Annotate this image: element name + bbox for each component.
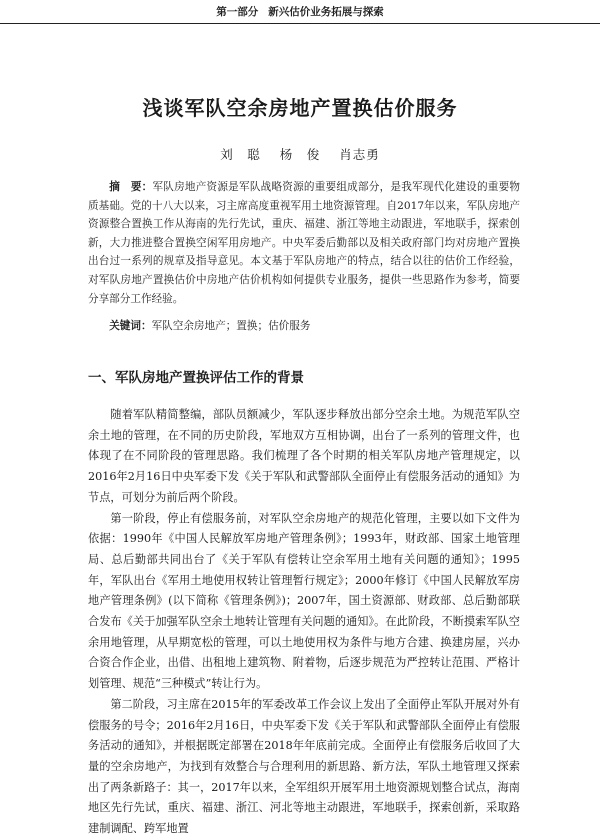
author-name: 肖志勇: [339, 147, 380, 162]
author-list: [0, 145, 600, 163]
abstract: [88, 178, 520, 308]
abstract-label: 摘 要：: [109, 181, 153, 193]
header-section-title: 新兴估价业务拓展与探索: [268, 5, 384, 18]
running-header: [0, 0, 600, 22]
author-name: 刘 聪: [220, 147, 261, 162]
abstract-text: 军队房地产资源是军队战略资源的重要组成部分，是我军现代化建设的重要物质基础。党的十八大以来，习主席高度重视军用土地资源管理。自2017年以来，军队房地产资源整合置换工作从海南的先行先试，重庆、福建、浙江等地主动跟进，军地联手，探索创新，大力推进整合置换空闲军用房地产。中央军委后勤部以及相关政府部门均对房地产置换出台过一系列的规章及指导意见。本文基于军队房地产的特点，结合以往的估价工作经验，对军队房地产置换估价中房地产估价机构如何提供专业服务，提供一些思路作为参考，简要分享部分工作经验。: [88, 181, 521, 305]
keywords: [88, 317, 520, 336]
keywords-label: 关键词：: [109, 320, 152, 332]
header-divider: [0, 23, 600, 24]
article-title: 浅谈军队空余房地产置换估价服务: [142, 96, 458, 120]
header-part-label: 第一部分: [216, 5, 259, 18]
author-name: 杨 俊: [279, 147, 321, 162]
body-text: [88, 405, 520, 840]
keywords-text: 军队空余房地产；置换；估价服务: [151, 320, 311, 332]
paragraph: 第二阶段，习主席在2015年的军委改革工作会议上发出了全面停止军队开展对外有偿服务的号令；2016年2月16日，中央军委下发《关于军队和武警部队全面停止有偿服务活动的通知》，并根据既定部署在2018年年底前完成。全面停止有偿服务后收回了大量的空余房地产，为找到有效整合与合理利用的新思路、新方法，军队土地管理又探索出了两条新路子：其一，2017年以来，全军组织开展军用土地资源规划整合试点，海南地区先行先试，重庆、福建、浙江、河北等地主动跟进，军地联手，探索创新，采取路建制调配、跨军地置: [88, 697, 520, 836]
paragraph: 第一阶段，停止有偿服务前，对军队空余房地产的规范化管理，主要以如下文件为依据：1990年《中国人民解放军房地产管理条例》；1993年，财政部、国家土地管理局、总后勤部共同出台了《关于军队有偿转让空余军用土地有关问题的通知》；1995年，军队出台《军用土地使用权转让管理暂行规定》；2000年修订《中国人民解放军房地产管理条例》(以下简称《管理条例》)；2007年，国土资源部、财政部、总后勤部联合发布《关于加强军队空余土地转让管理有关问题的通知》。在此阶段，不断摸索军队空余用地管理，从早期宽松的管理，可以土地使用权为条件与地方合建、换建房屋，兴办合资合作企业，出借、出租地上建筑物、附着物，后逐步规范为严控转让范围、严格计划管理、规范“三种模式”转让行为。: [88, 511, 520, 691]
section-heading: 一、军队房地产置换评估工作的背景: [88, 370, 304, 386]
paragraph: 随着军队精简整编，部队员额减少，军队逐步释放出部分空余土地。为规范军队空余土地的管理，在不同的历史阶段，军地双方互相协调，出台了一系列的管理文件，也体现了在不同阶段的管理思路。我们梳理了各个时期的相关军队房地产管理规定，以2016年2月16日中央军委下发《关于军队和武警部队全面停止有偿服务活动的通知》为节点，可划分为前后两个阶段。: [88, 408, 520, 504]
